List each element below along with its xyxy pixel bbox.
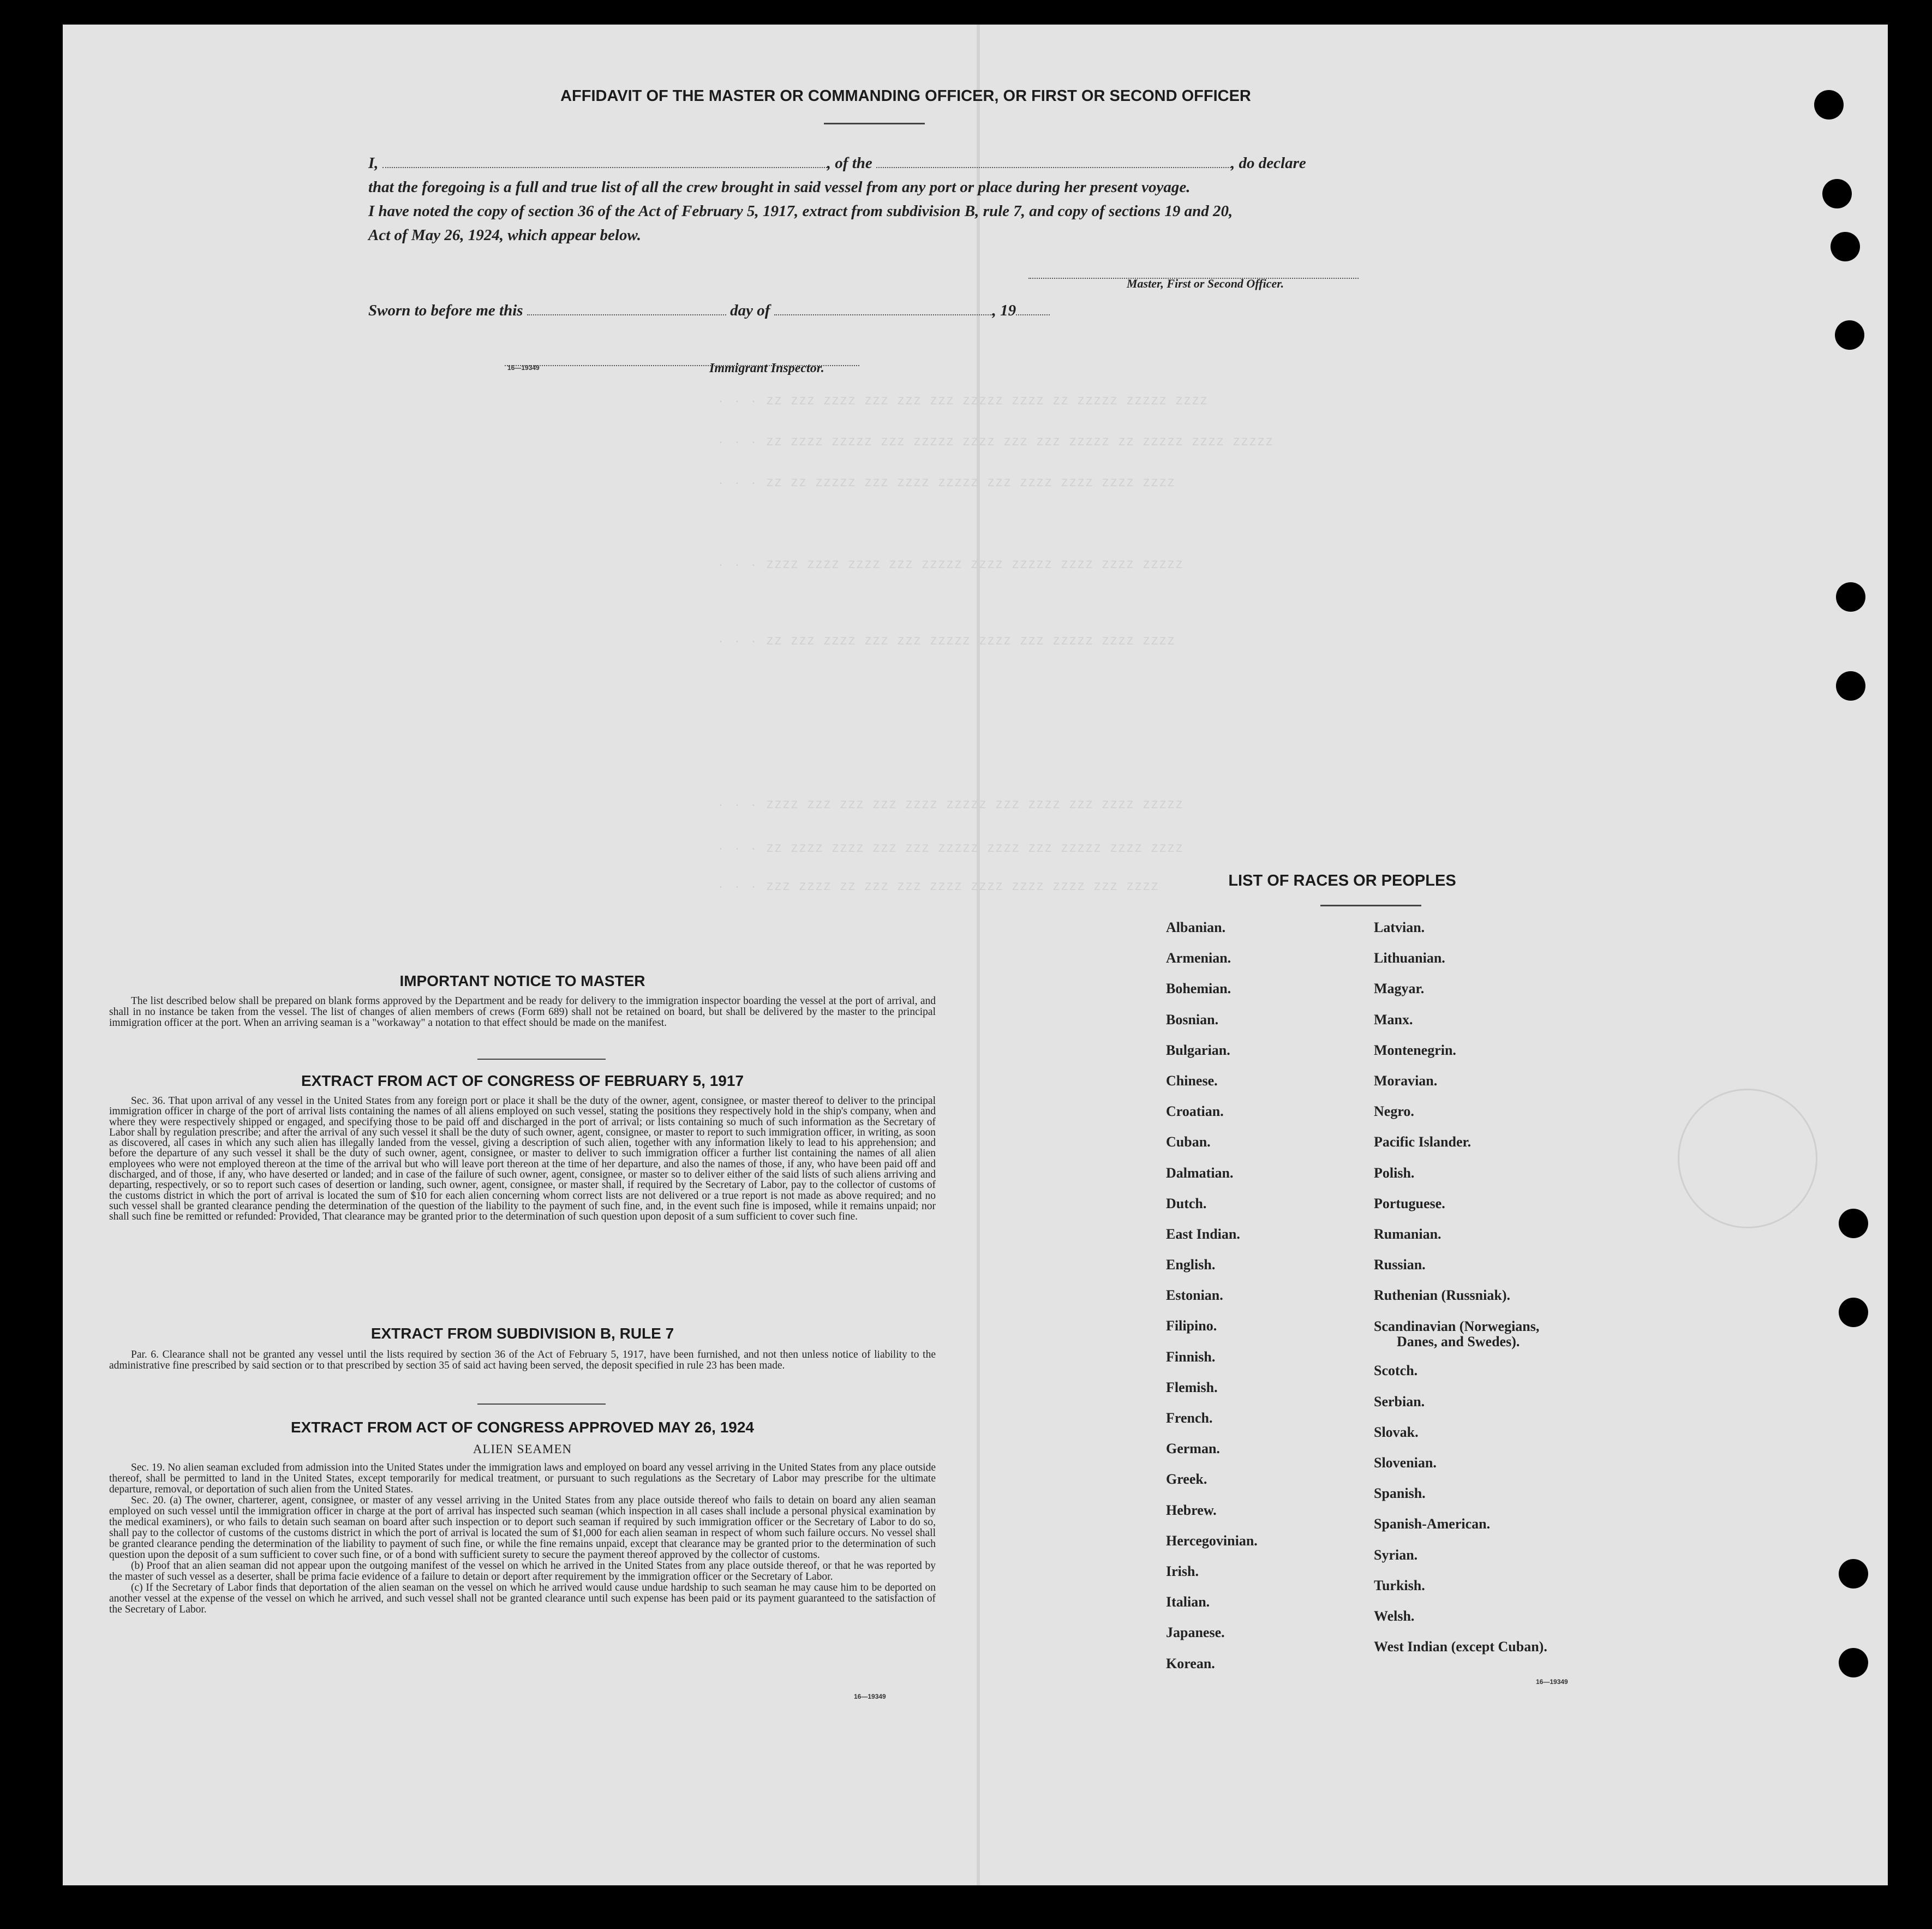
race-item: Italian. bbox=[1166, 1594, 1210, 1610]
race-item: Welsh. bbox=[1374, 1608, 1415, 1624]
race-item-line: Danes, and Swedes). bbox=[1397, 1334, 1520, 1350]
race-item: Estonian. bbox=[1166, 1287, 1223, 1304]
race-item: Manx. bbox=[1374, 1011, 1413, 1028]
races-column-right bbox=[1374, 919, 1547, 1669]
bleed-through-row: · · · ZZZ ZZZZ ZZ ZZZ ZZZ ZZZZ ZZZZ ZZZZ ZZZZ ZZZ ZZZZ bbox=[717, 881, 1160, 894]
section-19-paragraph: Sec. 19. No alien seaman excluded from admission into the United States under the immigration laws and employed on board any vessel arriving in the United States from any place outside thereof, shall be permitted to land in the United States, except temporarily for medical treatment, or pursuant to such regulations as the Secretary of Labor may prescribe for the ultimate departure, removal, or deportation of such alien from the United States. bbox=[109, 1462, 936, 1495]
bleed-through-row: · · · ZZZZ ZZZ ZZZ ZZZ ZZZZ ZZZZZ ZZZ ZZZZ ZZZ ZZZZ ZZZZZ bbox=[717, 799, 1185, 812]
sworn-year-field[interactable] bbox=[1016, 301, 1050, 315]
inspector-label: Immigrant Inspector. bbox=[709, 361, 824, 375]
rule-7-text bbox=[109, 1349, 936, 1371]
race-item: Magyar. bbox=[1374, 981, 1425, 997]
vessel-name-field[interactable] bbox=[876, 154, 1231, 168]
race-item: Bosnian. bbox=[1166, 1011, 1219, 1028]
act-1924-text bbox=[109, 1462, 936, 1615]
race-item-line: Scandinavian (Norwegians, bbox=[1374, 1318, 1540, 1335]
section-20b-paragraph: (b) Proof that an alien seaman did not appear upon the outgoing manifest of the vessel on which he arrived in the United States from any place outside thereof, or that he was reported by the master of such vessel as a deserter, shall be prima facie evidence of a failure to detain or deport after requirement by the immigration officer or the Secretary of Labor. bbox=[109, 1560, 936, 1582]
race-item: Portuguese. bbox=[1374, 1195, 1445, 1211]
form-number: 16—19349 bbox=[1536, 1678, 1568, 1686]
race-item: Albanian. bbox=[1166, 919, 1226, 935]
bleed-through-row: · · · ZZ ZZZ ZZZZ ZZZ ZZZ ZZZZZ ZZZZ ZZZ ZZZZZ ZZZZ ZZZZ bbox=[717, 636, 1176, 648]
race-item: French. bbox=[1166, 1410, 1213, 1426]
race-item: Japanese. bbox=[1166, 1625, 1225, 1641]
race-item: Hebrew. bbox=[1166, 1502, 1217, 1518]
notice-title: IMPORTANT NOTICE TO MASTER bbox=[399, 972, 645, 989]
race-item: Syrian. bbox=[1374, 1546, 1418, 1563]
faint-stamp bbox=[1678, 1089, 1817, 1228]
race-item: Pacific Islander. bbox=[1374, 1134, 1472, 1150]
punch-hole bbox=[1839, 1648, 1868, 1677]
affidavit-of-the: , of the bbox=[827, 154, 872, 172]
divider bbox=[1320, 905, 1421, 906]
race-item: Bohemian. bbox=[1166, 981, 1231, 997]
race-item: Croatian. bbox=[1166, 1103, 1224, 1120]
race-item: Slovak. bbox=[1374, 1424, 1419, 1440]
section-20a-paragraph: Sec. 20. (a) The owner, charterer, agent, consignee, or master of any vessel arriving in the United States from any place outside thereof who fails to detain on board any alien seaman employed on such vessel until the immigration officer in charge at the port of arrival has inspected such seaman (which inspection in all cases shall include a personal physical examination by the medical examiners), or who fails to detain such seaman on board after such inspection or to deport such seaman if required by such immigration officer or the Secretary of Labor to do so, shall pay to the collector of customs of the customs district in which the port of arrival is located the sum of $1,000 for each alien seaman in respect of whom such failure occurs. No vessel shall be granted clearance pending the determination of the liability to payment of such fine, or while the fine remains unpaid, except that clearance may be granted prior to the determination of such question upon the deposit of a sum sufficient to cover such fine, or of a bond with sufficient surety to secure the payment thereof approved by the collector of customs. bbox=[109, 1495, 936, 1561]
race-item: Negro. bbox=[1374, 1103, 1414, 1120]
punch-hole bbox=[1835, 320, 1864, 350]
race-item: Dutch. bbox=[1166, 1195, 1207, 1211]
race-item: Irish. bbox=[1166, 1563, 1199, 1579]
bleed-through-row: · · · ZZZZ ZZZZ ZZZZ ZZZ ZZZZZ ZZZZ ZZZZZ ZZZZ ZZZZ ZZZZZ bbox=[717, 559, 1185, 572]
form-number: 16—19349 bbox=[507, 364, 540, 372]
bleed-through-row: · · · ZZ ZZ ZZZZZ ZZZ ZZZZ ZZZZZ ZZZ ZZZZ ZZZZ ZZZZ ZZZZ bbox=[717, 477, 1176, 490]
notice-text bbox=[109, 996, 936, 1029]
act-1917-paragraph: Sec. 36. That upon arrival of any vessel in the United States from any foreign port or place it shall be the duty of the owner, agent, consignee, or master thereof to deliver to the principal immigration officer in charge of the port of arrival lists containing the names of all aliens employed on such vessel, stating the positions they respectively hold in the ship's company, when and where they were respectively shipped or engaged, and specifying those to be paid off and discharged in the port of arrival; or lists containing so much of such information as the Secretary of Labor shall by regulation prescribe; and after the arrival of any such vessel it shall be the duty of such owner, agent, consignee, or master to report to such immigration officer, in writing, as soon as discovered, all cases in which any such alien has illegally landed from the vessel, giving a description of such alien, together with any information likely to lead to his apprehension; and before the departure of any such vessel it shall be the duty of such owner, agent, consignee, or master to deliver to such immigration officer a further list containing the names of all alien employees who were not employed thereon at the time of the arrival but who will leave port thereon at the time of her departure, and also the names of those, if any, who have been paid off and discharged, and of those, if any, who have deserted or landed; and in case of the failure of such owner, agent, consignee, or master so to deliver either of the said lists of such aliens arriving and departing, respectively, or so to report such cases of desertion or landing, such owner, agent, consignee, or master shall, if required by the Secretary of Labor, pay to the collector of customs of the customs district in which the port of arrival is located the sum of $10 for each alien concerning whom correct lists are not delivered or a true report is not made as above required; and no such vessel shall be granted clearance pending the determination of the question of the liability to the payment of such fine, and, in the event such fine is imposed, while it remains unpaid; nor shall such fine be remitted or refunded: Provided, That clearance may be granted prior to the determination of such question upon deposit of a sum sufficient to cover such fine. bbox=[109, 1095, 936, 1223]
race-item: Montenegrin. bbox=[1374, 1042, 1456, 1058]
sworn-line bbox=[368, 298, 1443, 323]
race-item: Rumanian. bbox=[1374, 1226, 1441, 1242]
manifest-sheet bbox=[63, 25, 1888, 1885]
notice-paragraph: The list described below shall be prepared on blank forms approved by the Department and be ready for delivery to the immigration inspector boarding the vessel at the port of arrival, and shall in no instance be taken from the vessel. The list of changes of alien members of crews (Form 689) shall not be retained on board, but shall be delivered by the master to the principal immigration officer at the port. When an arriving seaman is a "workaway" a notation to that effect should be made on the manifest. bbox=[109, 995, 936, 1029]
race-item: Chinese. bbox=[1166, 1072, 1218, 1089]
affidavit-title: AFFIDAVIT OF THE MASTER OR COMMANDING OFFICER, OR FIRST OR SECOND OFFICER bbox=[560, 87, 1251, 105]
divider bbox=[477, 1404, 606, 1405]
punch-hole bbox=[1831, 232, 1860, 261]
race-item: Slovenian. bbox=[1374, 1455, 1437, 1471]
race-item: East Indian. bbox=[1166, 1226, 1240, 1242]
rule-7-title: EXTRACT FROM SUBDIVISION B, RULE 7 bbox=[370, 1325, 674, 1342]
affidavit-line-3: I have noted the copy of section 36 of the Act of February 5, 1917, extract from subdivision B, rule 7, and copy of sections 19 and 20, bbox=[368, 202, 1233, 220]
punch-hole bbox=[1839, 1298, 1868, 1327]
race-item: Ruthenian (Russniak). bbox=[1374, 1287, 1510, 1304]
race-item: Turkish. bbox=[1374, 1577, 1425, 1593]
affidavit-line-1 bbox=[368, 151, 1443, 175]
sworn-month-field[interactable] bbox=[774, 301, 992, 315]
master-signature-label: Master, First or Second Officer. bbox=[1127, 277, 1284, 290]
act-1917-text bbox=[109, 1096, 936, 1222]
race-item: Lithuanian. bbox=[1374, 950, 1445, 966]
divider bbox=[477, 1059, 606, 1060]
affidavit-i-label: I, bbox=[368, 154, 379, 172]
punch-hole bbox=[1839, 1559, 1868, 1588]
bleed-through-row: · · · ZZ ZZZ ZZZZ ZZZ ZZZ ZZZ ZZZZZ ZZZZ ZZ ZZZZZ ZZZZZ ZZZZ bbox=[717, 396, 1209, 408]
affidavit-line-4: Act of May 26, 1924, which appear below. bbox=[368, 226, 641, 244]
race-item: Armenian. bbox=[1166, 950, 1231, 966]
sworn-day-field[interactable] bbox=[527, 301, 726, 315]
race-item: Scotch. bbox=[1374, 1363, 1418, 1379]
races-column-left bbox=[1166, 919, 1258, 1686]
form-number: 16—19349 bbox=[854, 1693, 886, 1700]
punch-hole bbox=[1836, 582, 1865, 612]
section-20c-paragraph: (c) If the Secretary of Labor finds that deportation of the alien seaman on the vessel on which he arrived would cause undue hardship to such seaman he may cause him to be deported on another vessel at the expense of the vessel on which he arrived, and such vessel shall not be granted clearance until such expense has been paid or its payment guaranteed to the satisfaction of the Secretary of Labor. bbox=[109, 1582, 936, 1615]
race-item: Greek. bbox=[1166, 1471, 1207, 1488]
punch-hole bbox=[1839, 1209, 1868, 1238]
race-item: Filipino. bbox=[1166, 1318, 1217, 1334]
act-1917-title: EXTRACT FROM ACT OF CONGRESS OF FEBRUARY 5, 1917 bbox=[301, 1072, 744, 1089]
race-item: Spanish-American. bbox=[1374, 1516, 1491, 1532]
punch-hole bbox=[1814, 90, 1844, 120]
bleed-through-row: · · · ZZ ZZZZ ZZZZ ZZZ ZZZ ZZZZZ ZZZZ ZZZ ZZZZZ ZZZZ ZZZZ bbox=[717, 843, 1185, 856]
divider bbox=[824, 123, 925, 124]
affidavit-do-declare: , do declare bbox=[1231, 154, 1306, 172]
race-item: Korean. bbox=[1166, 1655, 1215, 1671]
race-item: Hercegovinian. bbox=[1166, 1532, 1258, 1549]
race-item: Finnish. bbox=[1166, 1348, 1216, 1365]
affidavit-line-2: that the foregoing is a full and true list of all the crew brought in said vessel from any port or place during her present voyage. bbox=[368, 178, 1191, 196]
race-item: Dalmatian. bbox=[1166, 1164, 1234, 1181]
sworn-label: Sworn to before me this bbox=[368, 302, 523, 319]
race-item: Serbian. bbox=[1374, 1393, 1425, 1410]
punch-hole bbox=[1836, 671, 1865, 701]
race-item: West Indian (except Cuban). bbox=[1374, 1639, 1547, 1655]
punch-hole bbox=[1822, 179, 1852, 208]
race-item: Cuban. bbox=[1166, 1134, 1211, 1150]
race-item-scandinavian bbox=[1374, 1318, 1547, 1363]
race-item: Spanish. bbox=[1374, 1485, 1426, 1502]
race-item: English. bbox=[1166, 1257, 1216, 1273]
race-item: Latvian. bbox=[1374, 919, 1425, 935]
act-1924-title: EXTRACT FROM ACT OF CONGRESS APPROVED MAY 26, 1924 bbox=[291, 1419, 754, 1436]
race-item: German. bbox=[1166, 1441, 1220, 1457]
declarant-name-field[interactable] bbox=[382, 154, 827, 168]
race-item: Russian. bbox=[1374, 1257, 1426, 1273]
year-label: , 19 bbox=[992, 302, 1016, 319]
race-item: Bulgarian. bbox=[1166, 1042, 1230, 1058]
race-item: Polish. bbox=[1374, 1164, 1415, 1181]
race-item: Flemish. bbox=[1166, 1379, 1218, 1395]
act-1924-subtitle: ALIEN SEAMEN bbox=[472, 1442, 572, 1456]
rule-7-paragraph: Par. 6. Clearance shall not be granted any vessel until the lists required by section 36 of the Act of February 5, 1917, have been furnished, and not then unless notice of liability to the administrative fine prescribed by said section or to that prescribed by section 35 of said act having been served, the deposit specified in rule 23 has been made. bbox=[109, 1349, 936, 1371]
race-item: Moravian. bbox=[1374, 1072, 1438, 1089]
day-of-label: day of bbox=[730, 302, 770, 319]
bleed-through-row: · · · ZZ ZZZZ ZZZZZ ZZZ ZZZZZ ZZZZ ZZZ ZZZ ZZZZZ ZZ ZZZZZ ZZZZ ZZZZZ bbox=[717, 437, 1275, 449]
races-title: LIST OF RACES OR PEOPLES bbox=[1228, 872, 1456, 889]
